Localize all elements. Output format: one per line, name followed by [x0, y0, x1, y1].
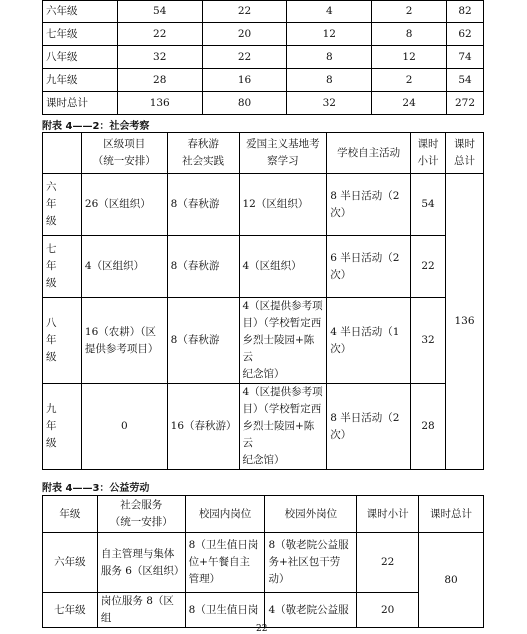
- table-row: 六年级 54 22 4 2 82: [43, 1, 484, 23]
- table-row: 七年级 岗位服务 8（区组 8（卫生值日岗 4（敬老院公益服 20: [43, 593, 484, 628]
- header-patriot: 爱国主义基地考 察学习: [239, 133, 327, 174]
- total-hours-cell: 136: [445, 174, 483, 470]
- table-header-row: [43, 133, 484, 174]
- header-spring: 春秋游 社会实践: [167, 133, 239, 174]
- table-row: 六 年 级 26（区组织） 8（春秋游 12（区组织） 8 半日活动（2 次） 54 136: [43, 174, 484, 236]
- grade-cell: 六年级: [43, 1, 118, 23]
- page-number: 22: [256, 624, 268, 634]
- header-school: 学校自主活动: [327, 133, 411, 174]
- header-subtotal: 课时 小计: [411, 133, 446, 174]
- total-hours-cell: 80: [419, 533, 484, 628]
- table-header-row: 年级 社会服务 （统一安排） 校园内岗位 校园外岗位 课时小计 课时总计: [43, 496, 484, 533]
- course-hours-table: [42, 0, 484, 115]
- public-labor-table: [42, 495, 484, 628]
- grade-cell: 六 年 级: [43, 174, 82, 236]
- table-row: 课时总计 136 80 32 24 272: [43, 92, 484, 115]
- social-investigation-table: [42, 132, 484, 470]
- table-row: 八 年 级 16（农耕）（区 提供参考项目） 8（春秋游 4（区提供参考项 目）（学校暂定西 乡烈士陵园+陈云 纪念馆） 4 半日活动（1 次） 32: [43, 298, 484, 384]
- header-district: 区级项目 （统一安排）: [81, 133, 167, 174]
- table-caption: 附表 4——3：公益劳动: [42, 483, 150, 494]
- table-caption: 附表 4——2：社会考察: [42, 121, 150, 132]
- table-row: 七年级 22 20 12 8 62: [43, 23, 484, 46]
- table-row: 八年级 32 22 8 12 74: [43, 46, 484, 69]
- header-total: 课时 总计: [445, 133, 483, 174]
- table-row: 九 年 级 0 16（春秋游） 4（区提供参考项 目）（学校暂定西 乡烈士陵园+陈云 纪念馆） 8 半日活动（2 次） 28: [43, 384, 484, 470]
- table-row: 七 年 级 4（区组织） 8（春秋游 4（区组织） 6 半日活动（2 次） 22: [43, 236, 484, 298]
- table-row: 六年级 自主管理与集体 服务 6（区组织） 8（卫生值日岗 位+午餐自主 管理） 8（敬老院公益服 务+社区包干劳 动） 22 80: [43, 533, 484, 593]
- table-row: 九年级 28 16 8 2 54: [43, 69, 484, 92]
